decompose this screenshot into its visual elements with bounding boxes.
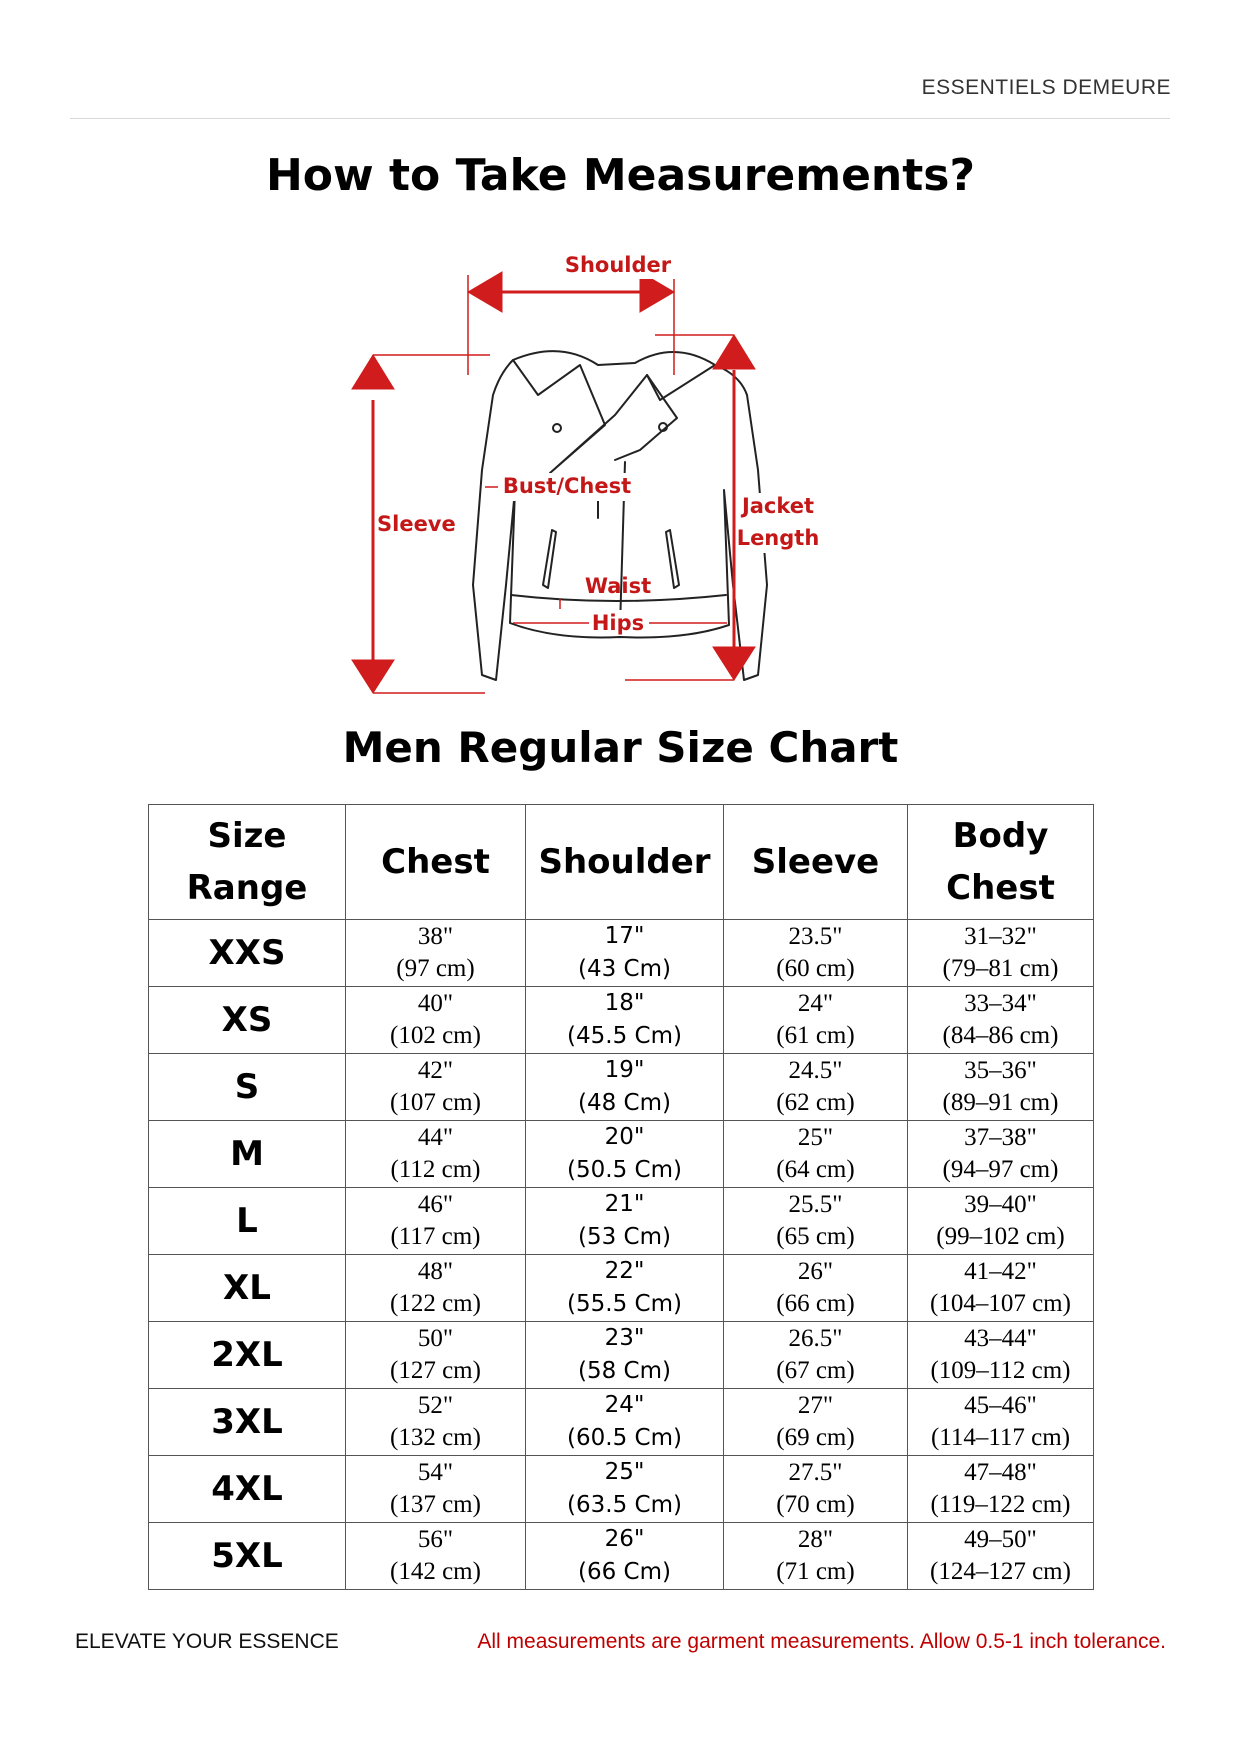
body-value-in: 47–48" [964,1459,1037,1486]
sleeve-value-cm: (60 cm) [776,955,855,982]
shoulder-value-cm: (48 Cm) [578,1090,671,1116]
sleeve-value-in: 26.5" [788,1325,843,1352]
body-value-cm: (99–102 cm) [936,1223,1065,1250]
table-header-row [149,805,1094,920]
body-value-cm: (109–112 cm) [930,1357,1071,1384]
chest-cell [346,920,526,987]
body-value-in: 49–50" [964,1526,1037,1553]
label-length: Length [736,526,820,550]
sleeve-value-in: 27.5" [788,1459,843,1486]
chest-value-cm: (132 cm) [390,1424,481,1451]
jacket-measurement-diagram [377,253,855,700]
body-value-cm: (84–86 cm) [942,1022,1059,1049]
chest-value-cm: (122 cm) [390,1290,481,1317]
body-cell [908,1523,1094,1590]
table-row [149,1121,1094,1188]
length-arrow-bottom [713,647,755,680]
label-hips: Hips [591,611,645,635]
size-cell: XXS [149,920,346,987]
shoulder-value-in: 22" [604,1258,645,1284]
shoulder-value-in: 25" [604,1459,645,1485]
body-value-cm: (104–107 cm) [930,1290,1071,1317]
chest-cell [346,1121,526,1188]
shoulder-value-cm: (60.5 Cm) [567,1425,682,1451]
sleeve-cell [724,920,908,987]
sleeve-cell [724,1255,908,1322]
sleeve-value-in: 24.5" [788,1057,843,1084]
chest-cell [346,1054,526,1121]
sleeve-cell [724,1054,908,1121]
table-row [149,987,1094,1054]
brand-name: ESSENTIELS DEMEURE [921,76,1171,99]
chest-value-cm: (142 cm) [390,1558,481,1585]
sleeve-arrow-top [352,355,394,389]
chest-value-in: 44" [417,1124,454,1151]
body-value-in: 45–46" [964,1392,1037,1419]
chest-value-cm: (137 cm) [390,1491,481,1518]
size-cell: 2XL [149,1322,346,1389]
size-cell: XL [149,1255,346,1322]
body-value-in: 35–36" [964,1057,1037,1084]
jacket-collar-button [553,424,561,432]
shoulder-value-in: 18" [604,990,645,1016]
shoulder-value-cm: (55.5 Cm) [567,1291,682,1317]
column-header-shoulder: Shoulder [526,805,724,920]
chest-cell [346,1523,526,1590]
chest-value-cm: (112 cm) [390,1156,481,1183]
page-title: How to Take Measurements? [265,150,975,201]
sleeve-cell [724,987,908,1054]
shoulder-cell [526,1322,724,1389]
body-cell [908,1255,1094,1322]
sleeve-value-in: 24" [797,990,834,1017]
chest-cell [346,1188,526,1255]
chest-value-in: 48" [417,1258,454,1285]
size-cell: L [149,1188,346,1255]
footer-tagline: ELEVATE YOUR ESSENCE [75,1630,339,1653]
shoulder-value-cm: (63.5 Cm) [567,1492,682,1518]
table-row [149,920,1094,987]
chest-value-cm: (107 cm) [390,1089,481,1116]
size-cell: 3XL [149,1389,346,1456]
sleeve-value-cm: (69 cm) [776,1424,855,1451]
body-cell [908,1456,1094,1523]
label-waist: Waist [584,574,652,598]
sleeve-value-in: 27" [797,1392,834,1419]
sleeve-value-cm: (71 cm) [776,1558,855,1585]
body-value-cm: (119–122 cm) [930,1491,1071,1518]
column-header-chest: Chest [346,805,526,920]
chest-cell [346,1389,526,1456]
chest-value-in: 42" [417,1057,454,1084]
sleeve-value-in: 25" [797,1124,834,1151]
body-cell [908,1054,1094,1121]
shoulder-value-in: 24" [604,1392,645,1418]
shoulder-cell [526,987,724,1054]
shoulder-value-cm: (43 Cm) [578,956,671,982]
length-arrow-top [713,335,755,369]
table-row [149,1255,1094,1322]
chest-cell [346,1322,526,1389]
column-header-body-chest: Body Chest [908,805,1094,920]
size-chart-table [148,804,1094,1590]
jacket-right-pocket [666,530,679,588]
body-value-cm: (89–91 cm) [942,1089,1059,1116]
column-header-size: Size Range [149,805,346,920]
sleeve-value-in: 26" [797,1258,834,1285]
sleeve-value-cm: (64 cm) [776,1156,855,1183]
table-row [149,1054,1094,1121]
chest-value-cm: (97 cm) [396,955,475,982]
sleeve-value-cm: (70 cm) [776,1491,855,1518]
jacket-collar [513,360,715,473]
size-chart-title: Men Regular Size Chart [342,723,899,772]
shoulder-value-in: 19" [604,1057,645,1083]
chest-cell [346,987,526,1054]
chest-cell [346,1456,526,1523]
body-value-in: 43–44" [964,1325,1037,1352]
label-sleeve: Sleeve [377,512,456,536]
shoulder-cell [526,1188,724,1255]
shoulder-cell [526,1054,724,1121]
shoulder-value-in: 26" [604,1526,645,1552]
shoulder-value-in: 21" [604,1191,645,1217]
shoulder-cell [526,1255,724,1322]
size-cell: 5XL [149,1523,346,1590]
body-value-cm: (79–81 cm) [942,955,1059,982]
header-divider [70,118,1170,119]
chest-value-in: 54" [417,1459,454,1486]
size-cell: 4XL [149,1456,346,1523]
chest-value-cm: (117 cm) [390,1223,481,1250]
chest-value-in: 52" [417,1392,454,1419]
size-cell: S [149,1054,346,1121]
size-cell: XS [149,987,346,1054]
shoulder-value-in: 20" [604,1124,645,1150]
table-row [149,1322,1094,1389]
sleeve-cell [724,1389,908,1456]
sleeve-cell [724,1188,908,1255]
shoulder-value-in: 17" [604,923,645,949]
body-value-cm: (94–97 cm) [942,1156,1059,1183]
body-value-in: 37–38" [964,1124,1037,1151]
sleeve-value-in: 25.5" [788,1191,843,1218]
shoulder-value-cm: (66 Cm) [578,1559,671,1585]
body-value-in: 41–42" [964,1258,1037,1285]
body-value-in: 39–40" [964,1191,1037,1218]
chest-value-in: 50" [417,1325,454,1352]
body-value-cm: (124–127 cm) [930,1558,1071,1585]
shoulder-cell [526,1389,724,1456]
chest-value-in: 40" [417,990,454,1017]
table-row [149,1389,1094,1456]
shoulder-cell [526,1523,724,1590]
sleeve-value-cm: (61 cm) [776,1022,855,1049]
table-row [149,1523,1094,1590]
sleeve-arrow-bottom [352,660,394,693]
sleeve-cell [724,1121,908,1188]
sleeve-value-in: 23.5" [788,923,843,950]
label-bust-chest: Bust/Chest [502,474,632,498]
body-value-cm: (114–117 cm) [930,1424,1071,1451]
sleeve-cell [724,1456,908,1523]
jacket-left-pocket [543,530,556,588]
body-value-in: 33–34" [964,990,1037,1017]
column-header-sleeve: Sleeve [724,805,908,920]
footer-note: All measurements are garment measurements. Allow 0.5-1 inch tolerance. [477,1630,1166,1653]
label-shoulder: Shoulder [564,253,672,277]
shoulder-arrow-left [468,272,502,312]
shoulder-value-in: 23" [604,1325,645,1351]
table-row [149,1188,1094,1255]
shoulder-value-cm: (45.5 Cm) [567,1023,682,1049]
shoulder-value-cm: (53 Cm) [578,1224,671,1250]
chest-value-in: 56" [417,1526,454,1553]
chest-value-in: 38" [417,923,454,950]
shoulder-cell [526,920,724,987]
size-table-body [149,920,1094,1590]
body-cell [908,1121,1094,1188]
body-value-in: 31–32" [964,923,1037,950]
body-cell [908,1389,1094,1456]
size-cell: M [149,1121,346,1188]
shoulder-cell [526,1456,724,1523]
shoulder-value-cm: (58 Cm) [578,1358,671,1384]
body-cell [908,920,1094,987]
table-row [149,1456,1094,1523]
chest-value-in: 46" [417,1191,454,1218]
sleeve-value-cm: (65 cm) [776,1223,855,1250]
sleeve-value-cm: (62 cm) [776,1089,855,1116]
sleeve-cell [724,1322,908,1389]
body-cell [908,1188,1094,1255]
sleeve-value-cm: (67 cm) [776,1357,855,1384]
chest-value-cm: (102 cm) [390,1022,481,1049]
chest-cell [346,1255,526,1322]
jacket-lapel-right [615,375,677,460]
chest-value-cm: (127 cm) [390,1357,481,1384]
body-cell [908,1322,1094,1389]
label-jacket: Jacket [741,494,815,518]
sleeve-cell [724,1523,908,1590]
shoulder-cell [526,1121,724,1188]
body-cell [908,987,1094,1054]
sleeve-value-cm: (66 cm) [776,1290,855,1317]
sleeve-value-in: 28" [797,1526,834,1553]
shoulder-value-cm: (50.5 Cm) [567,1157,682,1183]
